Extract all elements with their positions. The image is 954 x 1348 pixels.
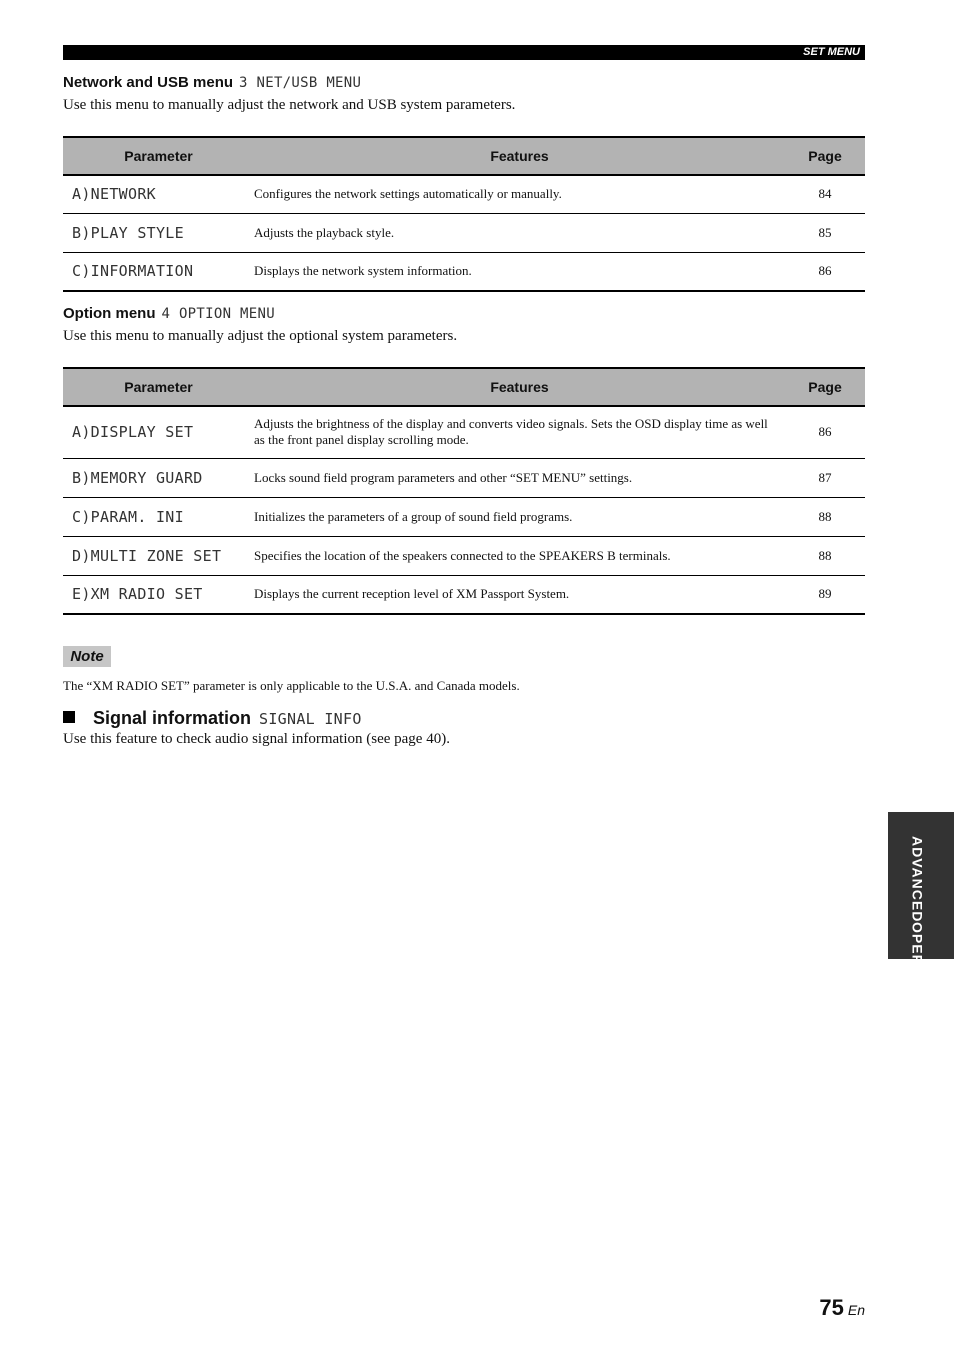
page-language: En [847, 1302, 865, 1318]
column-header-parameter: Parameter [63, 368, 254, 406]
table-row [63, 575, 865, 614]
features-cell: Adjusts the brightness of the display and converts video signals. Sets the OSD display time as well as the front panel display scrolling mode. [254, 406, 785, 458]
page-cell: 88 [785, 536, 865, 575]
table-row [63, 406, 865, 458]
note-text: The “XM RADIO SET” parameter is only applicable to the U.S.A. and Canada models. [63, 678, 520, 693]
page-cell: 87 [785, 458, 865, 497]
option-title [63, 305, 275, 322]
table-row [63, 252, 865, 291]
parameter-code: C)PARAM. INI [72, 507, 184, 526]
column-header-parameter: Parameter [63, 137, 254, 175]
option-description: Use this menu to manually adjust the optional system parameters. [63, 328, 458, 344]
features-cell: Displays the network system information. [254, 252, 785, 291]
option-title-text: Option menu [63, 305, 156, 322]
column-header-page: Page [785, 137, 865, 175]
side-tab-text [888, 812, 954, 1014]
network-usb-display-code: 3 NET/USB MENU [239, 75, 362, 91]
network-usb-title-text: Network and USB menu [63, 74, 234, 91]
parameter-cell [63, 406, 254, 458]
parameter-code: D)MULTI ZONE SET [72, 546, 222, 565]
page-number-value: 75 [819, 1295, 844, 1320]
signal-info-title [63, 708, 362, 729]
network-usb-description: Use this menu to manually adjust the network and USB system parameters. [63, 97, 516, 113]
square-bullet-icon [63, 711, 75, 723]
page-number [819, 1295, 865, 1321]
parameter-code: C)INFORMATION [72, 262, 194, 281]
column-header-features: Features [254, 368, 785, 406]
page-cell: 89 [785, 575, 865, 614]
header-bar [63, 45, 865, 60]
table-header-row [63, 137, 865, 175]
signal-info-display-code: SIGNAL INFO [259, 710, 362, 728]
parameter-cell [63, 575, 254, 614]
table-row [63, 175, 865, 213]
features-cell: Adjusts the playback style. [254, 213, 785, 252]
network-usb-table [63, 136, 865, 292]
parameter-code: B)MEMORY GUARD [72, 468, 203, 487]
table-row [63, 536, 865, 575]
features-cell: Specifies the location of the speakers connected to the SPEAKERS B terminals. [254, 536, 785, 575]
table-header-row [63, 368, 865, 406]
parameter-cell [63, 252, 254, 291]
column-header-page: Page [785, 368, 865, 406]
parameter-code: B)PLAY STYLE [72, 223, 184, 242]
table-row [63, 213, 865, 252]
features-cell: Locks sound field program parameters and other “SET MENU” settings. [254, 458, 785, 497]
note-label: Note [63, 646, 111, 667]
page-cell: 84 [785, 175, 865, 213]
parameter-code: E)XM RADIO SET [72, 585, 203, 604]
parameter-code: A)DISPLAY SET [72, 423, 194, 442]
side-tab [888, 812, 954, 1014]
parameter-cell [63, 458, 254, 497]
parameter-code: A)NETWORK [72, 185, 156, 204]
side-tab-line1: ADVANCED [909, 836, 926, 923]
page-cell: 86 [785, 406, 865, 458]
option-table [63, 367, 865, 615]
features-cell: Configures the network settings automatically or manually. [254, 175, 785, 213]
features-cell: Displays the current reception level of XM Passport System. [254, 575, 785, 614]
parameter-cell [63, 175, 254, 213]
table-row [63, 458, 865, 497]
network-usb-title [63, 74, 361, 91]
side-tab-line2: OPERATION [909, 922, 926, 1014]
features-cell: Initializes the parameters of a group of sound field programs. [254, 497, 785, 536]
page-cell: 86 [785, 252, 865, 291]
parameter-cell [63, 213, 254, 252]
signal-info-description: Use this feature to check audio signal information (see page 40). [63, 731, 450, 747]
page-cell: 85 [785, 213, 865, 252]
column-header-features: Features [254, 137, 785, 175]
table-row [63, 497, 865, 536]
page-cell: 88 [785, 497, 865, 536]
parameter-cell [63, 497, 254, 536]
signal-info-title-text: Signal information [93, 708, 252, 728]
section-label: SET MENU [803, 46, 860, 58]
option-display-code: 4 OPTION MENU [161, 306, 275, 322]
parameter-cell [63, 536, 254, 575]
